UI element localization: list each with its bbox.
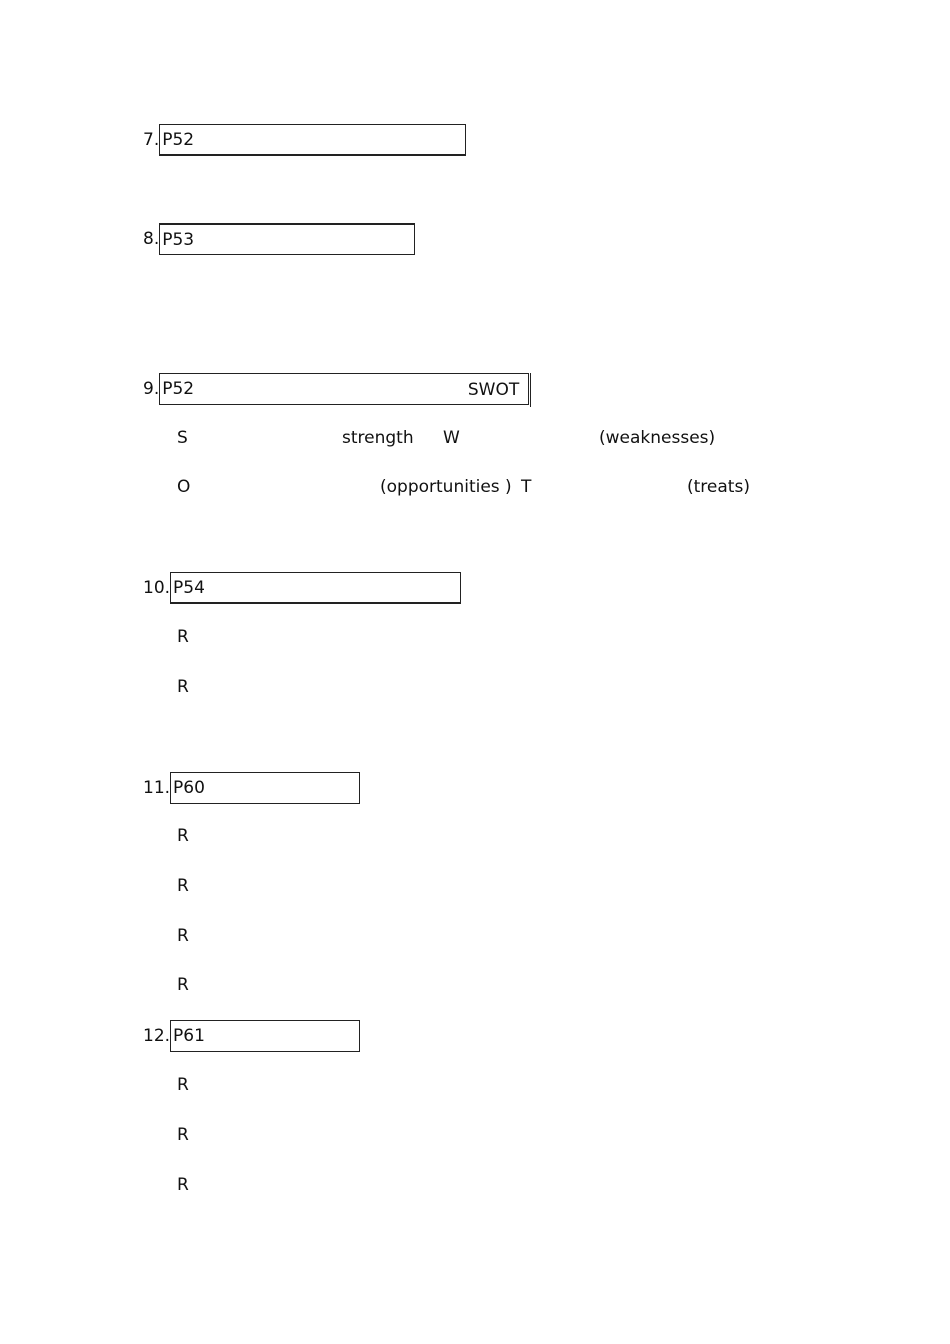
page-ref: P52: [162, 129, 195, 150]
question-12: [143, 1019, 360, 1053]
r-marker: R: [177, 926, 189, 946]
question-8: [143, 222, 415, 256]
swot-strength: strength: [342, 428, 414, 448]
swot-treats: (treats): [687, 477, 750, 497]
r-marker: R: [177, 1125, 189, 1145]
question-number: 10.: [143, 578, 171, 598]
page-ref: P52: [162, 379, 195, 399]
answer-box: [159, 373, 529, 405]
answer-box: [159, 223, 415, 255]
question-10: [143, 571, 461, 605]
answer-box: [170, 572, 461, 604]
r-marker: R: [177, 975, 189, 995]
answer-box: [159, 124, 466, 156]
r-marker: R: [177, 1075, 189, 1095]
swot-t: T: [521, 477, 532, 497]
answer-box: [170, 772, 360, 804]
swot-w: W: [443, 428, 460, 448]
page-ref: P54: [173, 577, 205, 598]
question-number: 9.: [143, 379, 160, 399]
r-marker: R: [177, 627, 189, 647]
question-9: [143, 372, 529, 406]
swot-o: O: [177, 477, 191, 497]
r-marker: R: [177, 876, 189, 896]
r-marker: R: [177, 1175, 189, 1195]
swot-label: SWOT: [467, 380, 520, 400]
question-number: 7.: [143, 130, 160, 150]
swot-opportunities: (opportunities ): [380, 477, 512, 497]
r-marker: R: [177, 677, 189, 697]
question-number: 8.: [143, 229, 160, 249]
page-ref: P61: [173, 1026, 205, 1046]
question-7: [143, 123, 466, 157]
question-number: 12.: [143, 1026, 171, 1046]
page-ref: P53: [162, 229, 195, 250]
double-border: [530, 373, 533, 407]
r-marker: R: [177, 826, 189, 846]
question-number: 11.: [143, 778, 171, 798]
swot-weaknesses: (weaknesses): [599, 428, 716, 448]
question-11: [143, 771, 360, 805]
answer-box: [170, 1020, 360, 1052]
swot-s: S: [177, 428, 188, 448]
page-ref: P60: [173, 778, 205, 798]
